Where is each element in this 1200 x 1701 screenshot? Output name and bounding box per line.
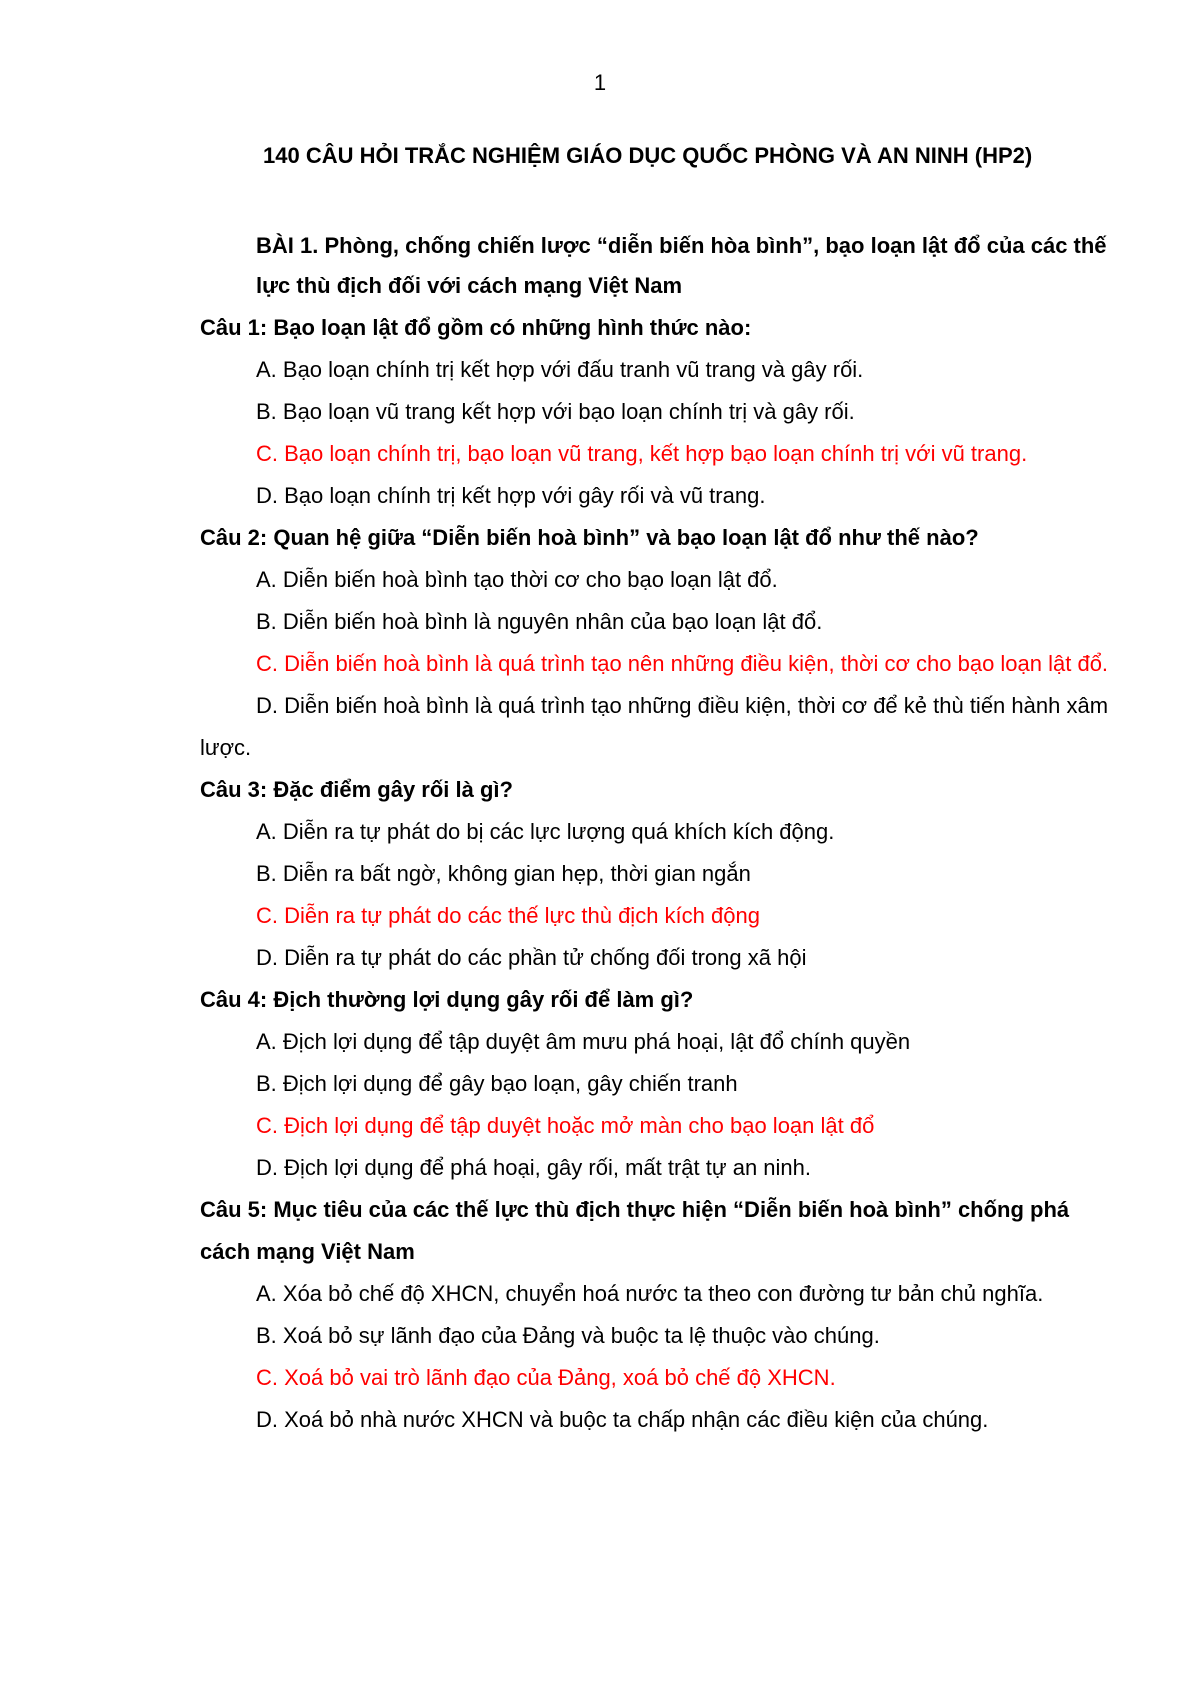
answer-option: B. Diễn ra bất ngờ, không gian hẹp, thời gian ngắn (256, 861, 751, 886)
question-block (200, 769, 1120, 979)
correct-answer-option: C. Xoá bỏ vai trò lãnh đạo của Đảng, xoá bỏ chế độ XHCN. (256, 1365, 836, 1390)
answer-option: A. Diễn biến hoà bình tạo thời cơ cho bạo loạn lật đổ. (256, 567, 778, 592)
question-text: Câu 1: Bạo loạn lật đổ gồm có những hình thức nào: (200, 315, 752, 340)
question-block (200, 979, 1120, 1189)
question-block (200, 517, 1120, 769)
correct-answer-option: C. Diễn ra tự phát do các thế lực thù địch kích động (256, 903, 760, 928)
answer-option: D. Diễn ra tự phát do các phần tử chống đối trong xã hội (256, 945, 807, 970)
correct-answer-option: C. Diễn biến hoà bình là quá trình tạo nên những điều kiện, thời cơ cho bạo loạn lật đổ. (256, 651, 1109, 676)
answer-option: A. Xóa bỏ chế độ XHCN, chuyển hoá nước ta theo con đường tư bản chủ nghĩa. (256, 1281, 1044, 1306)
answer-option: D. Xoá bỏ nhà nước XHCN và buộc ta chấp nhận các điều kiện của chúng. (256, 1407, 989, 1432)
question-text: Câu 2: Quan hệ giữa “Diễn biến hoà bình” và bạo loạn lật đổ như thế nào? (200, 525, 979, 550)
question-list (200, 307, 1120, 1441)
answer-option: D. Địch lợi dụng để phá hoại, gây rối, mất trật tự an ninh. (256, 1155, 812, 1180)
question-block (200, 307, 1120, 517)
answer-option: B. Xoá bỏ sự lãnh đạo của Đảng và buộc ta lệ thuộc vào chúng. (256, 1323, 880, 1348)
correct-answer-option: C. Bạo loạn chính trị, bạo loạn vũ trang, kết hợp bạo loạn chính trị với vũ trang. (256, 441, 1028, 466)
answer-option: D. Bạo loạn chính trị kết hợp với gây rối và vũ trang. (256, 483, 766, 508)
answer-option: B. Diễn biến hoà bình là nguyên nhân của bạo loạn lật đổ. (256, 609, 823, 634)
answer-option: A. Diễn ra tự phát do bị các lực lượng quá khích kích động. (256, 819, 835, 844)
answer-option: B. Địch lợi dụng để gây bạo loạn, gây chiến tranh (256, 1071, 738, 1096)
answer-option: A. Bạo loạn chính trị kết hợp với đấu tranh vũ trang và gây rối. (256, 357, 864, 382)
question-block (200, 1189, 1120, 1441)
page-number: 1 (593, 70, 607, 95)
correct-answer-option: C. Địch lợi dụng để tập duyệt hoặc mở màn cho bạo loạn lật đổ (256, 1113, 875, 1138)
document-title: 140 CÂU HỎI TRẮC NGHIỆM GIÁO DỤC QUỐC PHÒNG VÀ AN NINH (HP2) (263, 143, 1033, 168)
answer-option: D. Diễn biến hoà bình là quá trình tạo những điều kiện, thời cơ để kẻ thù tiến hành xâm lược. (200, 693, 1109, 760)
answer-option: B. Bạo loạn vũ trang kết hợp với bạo loạn chính trị và gây rối. (256, 399, 855, 424)
answer-option: A. Địch lợi dụng để tập duyệt âm mưu phá hoại, lật đổ chính quyền (256, 1029, 911, 1054)
lesson-heading: BÀI 1. Phòng, chống chiến lược “diễn biến hòa bình”, bạo loạn lật đổ của các thế lực thù địch đối với cách mạng Việt Nam (256, 233, 1107, 298)
question-text: Câu 5: Mục tiêu của các thế lực thù địch thực hiện “Diễn biến hoà bình” chống phá cách mạng Việt Nam (200, 1197, 1070, 1264)
question-text: Câu 4: Địch thường lợi dụng gây rối để làm gì? (200, 987, 694, 1012)
question-text: Câu 3: Đặc điểm gây rối là gì? (200, 777, 513, 802)
